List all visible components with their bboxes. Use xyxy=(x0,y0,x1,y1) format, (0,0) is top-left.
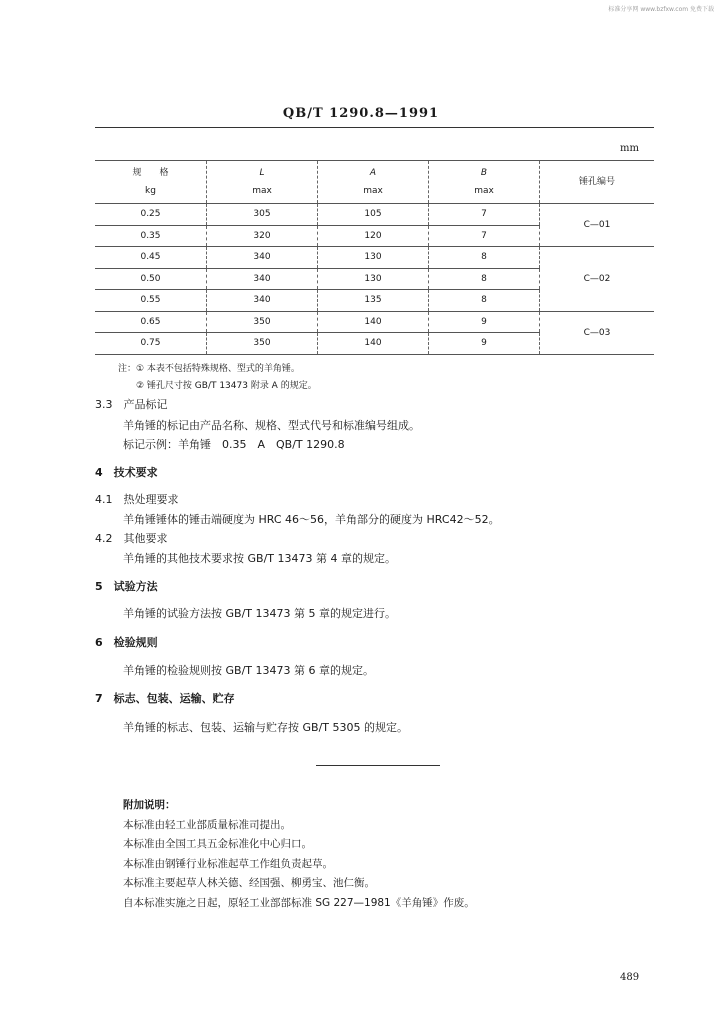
header-rule xyxy=(95,127,654,128)
cell-hole-code: C—03 xyxy=(540,311,655,354)
table-unit: mm xyxy=(620,143,639,154)
table-row xyxy=(95,247,654,269)
section-7-title: 7 标志、包装、运输、贮存 xyxy=(95,692,235,705)
cell-A: 135 xyxy=(318,290,429,312)
standard-number-header: QB/T 1290.8—1991 xyxy=(282,106,440,121)
cell-spec: 0.55 xyxy=(95,290,207,312)
end-separator-line xyxy=(316,765,440,766)
cell-hole-code: C—01 xyxy=(540,204,655,247)
appendix-line: 本标准由轻工业部质量标准司提出。 xyxy=(123,818,291,831)
spec-table xyxy=(95,160,654,355)
section-4-2-paragraph: 羊角锤的其他技术要求按 GB/T 13473 第 4 章的规定。 xyxy=(123,552,396,565)
note-1: 注：① 本表不包括特殊规格、型式的羊角锤。 xyxy=(118,364,300,374)
note-2: ② 锤孔尺寸按 GB/T 13473 附录 A 的规定。 xyxy=(136,381,317,391)
appendix-line: 本标准主要起草人林关德、经国强、柳勇宝、池仁衡。 xyxy=(123,877,375,889)
cell-A: 130 xyxy=(318,268,429,290)
cell-B: 7 xyxy=(429,225,540,247)
cell-A: 140 xyxy=(318,333,429,355)
watermark-text: 标准分享网 www.bzfxw.com 免费下载 xyxy=(608,6,714,13)
section-4-1-title: 4.1 热处理要求 xyxy=(95,493,179,506)
cell-A: 105 xyxy=(318,204,429,226)
table-row xyxy=(95,204,654,226)
table-row xyxy=(95,311,654,333)
cell-L: 340 xyxy=(207,290,318,312)
cell-A: 130 xyxy=(318,247,429,269)
section-4-1-paragraph: 羊角锤锤体的锤击端硬度为 HRC 46～56，羊角部分的硬度为 HRC42～52。 xyxy=(123,513,500,526)
section-3-3-paragraph-1: 羊角锤的标记由产品名称、规格、型式代号和标准编号组成。 xyxy=(123,419,420,432)
appendix-line: 本标准由全国工具五金标准化中心归口。 xyxy=(123,838,312,850)
appendix-line: 自本标准实施之日起，原轻工业部部标准 SG 227—1981《羊角锤》作废。 xyxy=(123,896,475,909)
section-4-title: 4 技术要求 xyxy=(95,466,158,479)
section-3-3-title: 3.3 产品标记 xyxy=(95,398,168,411)
cell-spec: 0.45 xyxy=(95,247,207,269)
section-5-paragraph: 羊角锤的试验方法按 GB/T 13473 第 5 章的规定进行。 xyxy=(123,607,396,620)
section-6-title: 6 检验规则 xyxy=(95,636,158,649)
cell-hole-code: C—02 xyxy=(540,247,655,312)
cell-spec: 0.25 xyxy=(95,204,207,226)
cell-B: 9 xyxy=(429,333,540,355)
cell-B: 8 xyxy=(429,290,540,312)
cell-spec: 0.65 xyxy=(95,311,207,333)
section-5-title: 5 试验方法 xyxy=(95,580,158,593)
appendix-title: 附加说明： xyxy=(123,799,176,811)
cell-B: 8 xyxy=(429,268,540,290)
header-A: A max xyxy=(318,161,429,204)
cell-L: 340 xyxy=(207,268,318,290)
section-6-paragraph: 羊角锤的检验规则按 GB/T 13473 第 6 章的规定。 xyxy=(123,664,374,677)
cell-spec: 0.35 xyxy=(95,225,207,247)
cell-L: 340 xyxy=(207,247,318,269)
appendix-line: 本标准由钢锤行业标准起草工作组负责起草。 xyxy=(123,857,333,870)
cell-L: 350 xyxy=(207,311,318,333)
header-hole-code: 锤孔编号 xyxy=(540,161,655,204)
cell-A: 120 xyxy=(318,225,429,247)
table-header-row xyxy=(95,161,654,204)
section-7-paragraph: 羊角锤的标志、包装、运输与贮存按 GB/T 5305 的规定。 xyxy=(123,721,408,734)
table-notes xyxy=(118,361,317,395)
appendix-notes xyxy=(123,796,475,913)
header-spec: 规 格 kg xyxy=(95,161,207,204)
section-4-2-title: 4.2 其他要求 xyxy=(95,532,168,545)
cell-B: 9 xyxy=(429,311,540,333)
cell-L: 305 xyxy=(207,204,318,226)
cell-B: 8 xyxy=(429,247,540,269)
cell-B: 7 xyxy=(429,204,540,226)
cell-A: 140 xyxy=(318,311,429,333)
cell-spec: 0.50 xyxy=(95,268,207,290)
section-3-3-paragraph-2: 标记示例：羊角锤 0.35 A QB/T 1290.8 xyxy=(123,438,345,451)
header-B: B max xyxy=(429,161,540,204)
cell-spec: 0.75 xyxy=(95,333,207,355)
page-number: 489 xyxy=(620,972,640,983)
cell-L: 320 xyxy=(207,225,318,247)
cell-L: 350 xyxy=(207,333,318,355)
header-L: L max xyxy=(207,161,318,204)
